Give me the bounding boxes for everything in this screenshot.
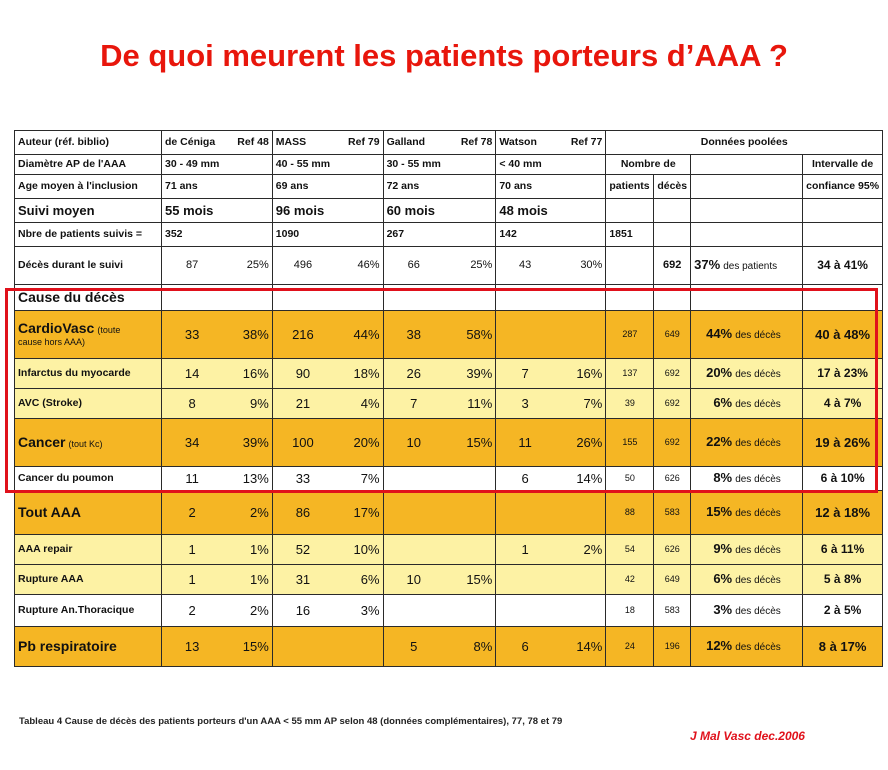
study-deaths: 216 (272, 311, 333, 359)
study-deaths (496, 595, 554, 627)
pooled-n: 88 (606, 491, 654, 535)
deaths-pct: 30% (554, 247, 606, 285)
study-deaths: 2 (162, 595, 223, 627)
cause-note: cause hors AAA) (18, 336, 86, 347)
pooled-n: 287 (606, 311, 654, 359)
cause-row (15, 535, 883, 565)
study-pct: 9% (222, 389, 272, 419)
journal-reference: J Mal Vasc dec.2006 (690, 729, 805, 743)
pooled-n: 42 (606, 565, 654, 595)
study-deaths: 1 (496, 535, 554, 565)
pooled-d: 196 (654, 627, 691, 667)
follow-up-value: 96 mois (272, 199, 333, 223)
empty-cell (222, 199, 272, 223)
cause-label: CardioVasc (18, 319, 95, 336)
empty-cell (333, 155, 383, 175)
pooled-n: 18 (606, 595, 654, 627)
study-deaths: 34 (162, 419, 223, 467)
study-deaths: 2 (162, 491, 223, 535)
study-pct: 38% (222, 311, 272, 359)
cause-label: AVC (Stroke) (18, 396, 82, 409)
pooled-d: 692 (654, 389, 691, 419)
follow-up-row (15, 199, 883, 223)
study-deaths: 33 (272, 467, 333, 491)
study-pct: 10% (333, 535, 383, 565)
study-deaths (496, 565, 554, 595)
empty-cell (691, 223, 803, 247)
pooled-pct-label: des décès (735, 474, 781, 486)
study-pct: 39% (444, 359, 496, 389)
cause-label: Tout AAA (18, 503, 81, 520)
empty-cell (333, 223, 383, 247)
pooled-d: 692 (654, 419, 691, 467)
pooled-header: Données poolées (606, 131, 883, 155)
pooled-d: 649 (654, 565, 691, 595)
study-deaths: 14 (162, 359, 223, 389)
pooled-pct-cell (691, 595, 803, 627)
study-deaths: 3 (496, 389, 554, 419)
patients-count-value: 1090 (272, 223, 333, 247)
pooled-pct: 22% (706, 434, 733, 450)
pooled-patients: 1851 (606, 223, 654, 247)
study-pct: 7% (333, 467, 383, 491)
study-pct: 44% (333, 311, 383, 359)
pooled-n: 24 (606, 627, 654, 667)
study-pct (554, 491, 606, 535)
age-value: 72 ans (383, 175, 444, 199)
study-pct: 58% (444, 311, 496, 359)
pooled-ci: 12 à 18% (803, 491, 883, 535)
study-ref: Ref 77 (554, 131, 606, 155)
cause-row (15, 565, 883, 595)
study-pct: 2% (554, 535, 606, 565)
study-pct: 11% (444, 389, 496, 419)
study-deaths: 7 (496, 359, 554, 389)
study-deaths: 1 (162, 565, 223, 595)
study-deaths: 8 (162, 389, 223, 419)
study-pct: 13% (222, 467, 272, 491)
study-ref: Ref 78 (444, 131, 496, 155)
empty-cell (803, 199, 883, 223)
study-deaths: 26 (383, 359, 444, 389)
study-pct: 7% (554, 389, 606, 419)
study-deaths: 13 (162, 627, 223, 667)
study-deaths (383, 535, 444, 565)
pooled-pct-label: des décès (735, 642, 781, 654)
study-deaths: 5 (383, 627, 444, 667)
pooled-ci: 34 à 41% (803, 247, 883, 285)
cause-note: (tout Kc) (68, 438, 103, 449)
study-pct: 1% (222, 535, 272, 565)
diameter-value: < 40 mm (496, 155, 554, 175)
empty-cell (554, 175, 606, 199)
deaths-count: 87 (162, 247, 223, 285)
pooled-pct-cell (691, 627, 803, 667)
deaths-count: 43 (496, 247, 554, 285)
intervalle-de: Intervalle de (803, 155, 883, 175)
cause-label: Rupture An.Thoracique (18, 603, 135, 616)
pooled-d: 626 (654, 467, 691, 491)
pooled-pct-label: des décès (735, 606, 781, 618)
patients-count-row (15, 223, 883, 247)
cause-label-cell (15, 565, 162, 595)
study-deaths: 86 (272, 491, 333, 535)
patients-count-value: 142 (496, 223, 554, 247)
study-pct: 14% (554, 627, 606, 667)
empty-cell (654, 199, 691, 223)
study-pct: 18% (333, 359, 383, 389)
age-row (15, 175, 883, 199)
pooled-pct-label: des décès (735, 399, 781, 411)
pooled-pct-cell (691, 535, 803, 565)
pooled-ci: 6 à 11% (803, 535, 883, 565)
cause-label: Rupture AAA (18, 572, 84, 585)
cause-header: Cause du décès (15, 285, 162, 311)
empty-cell (606, 247, 654, 285)
study-deaths: 52 (272, 535, 333, 565)
empty-cell (691, 199, 803, 223)
diameter-value: 30 - 55 mm (383, 155, 444, 175)
study-pct (554, 565, 606, 595)
empty-cell (554, 223, 606, 247)
deaths-count: 66 (383, 247, 444, 285)
pooled-pct-label: des décès (735, 330, 781, 342)
pooled-pct-label: des décès (735, 575, 781, 587)
study-ref: Ref 79 (333, 131, 383, 155)
study-pct: 15% (222, 627, 272, 667)
study-deaths: 10 (383, 419, 444, 467)
deaths-pct: 25% (222, 247, 272, 285)
pooled-pct: 15% (706, 504, 733, 520)
age-value: 69 ans (272, 175, 333, 199)
study-deaths: 33 (162, 311, 223, 359)
age-label: Age moyen à l'inclusion (15, 175, 162, 199)
empty-cell (554, 155, 606, 175)
study-deaths: 11 (496, 419, 554, 467)
empty-cell (444, 175, 496, 199)
study-deaths: 11 (162, 467, 223, 491)
cause-label: AAA repair (18, 542, 73, 555)
study-name: de Céniga (162, 131, 223, 155)
empty-cell (691, 175, 803, 199)
study-pct: 3% (333, 595, 383, 627)
study-deaths: 21 (272, 389, 333, 419)
pooled-n: 50 (606, 467, 654, 491)
study-deaths: 1 (162, 535, 223, 565)
study-pct: 20% (333, 419, 383, 467)
pooled-d: 649 (654, 311, 691, 359)
pooled-pct: 12% (706, 638, 733, 654)
empty-cell (691, 155, 803, 175)
nombre-de: Nombre de (606, 155, 691, 175)
study-pct (554, 595, 606, 627)
study-pct: 16% (222, 359, 272, 389)
cause-note: (toute (97, 324, 121, 335)
pooled-pct-label: des décès (735, 369, 781, 381)
pooled-pct: 3% (713, 602, 733, 618)
cause-label-cell (15, 595, 162, 627)
study-deaths (496, 491, 554, 535)
pooled-pct: 44% (706, 326, 733, 342)
pooled-ci: 17 à 23% (803, 359, 883, 389)
pooled-ci: 19 à 26% (803, 419, 883, 467)
pooled-pct-cell (691, 565, 803, 595)
empty-cell (222, 155, 272, 175)
study-deaths (383, 595, 444, 627)
empty-cell (606, 199, 654, 223)
page-title: De quoi meurent les patients porteurs d’AAA ? (100, 38, 788, 73)
study-pct (444, 595, 496, 627)
pooled-pct-label: des décès (735, 545, 781, 557)
pooled-pct-label: des décès (735, 508, 781, 520)
study-deaths: 7 (383, 389, 444, 419)
pooled-pct-label: des patients (723, 261, 778, 273)
study-deaths: 38 (383, 311, 444, 359)
age-value: 71 ans (162, 175, 223, 199)
pooled-d: 626 (654, 535, 691, 565)
cause-row (15, 595, 883, 627)
pooled-pct: 37% (694, 257, 721, 273)
study-deaths: 31 (272, 565, 333, 595)
cause-label-cell (15, 491, 162, 535)
confiance-label: confiance 95% (803, 175, 883, 199)
empty-cell (554, 199, 606, 223)
empty-cell (444, 155, 496, 175)
cause-row (15, 491, 883, 535)
patients-label: patients (606, 175, 654, 199)
pooled-pct-cell (691, 491, 803, 535)
study-name: Watson (496, 131, 554, 155)
empty-cell (803, 223, 883, 247)
deaths-count: 496 (272, 247, 333, 285)
deaths-label: Décès durant le suivi (15, 247, 162, 285)
pooled-pct-cell (691, 247, 803, 285)
study-pct: 15% (444, 565, 496, 595)
patients-count-label: Nbre de patients suivis = (15, 223, 162, 247)
empty-cell (444, 199, 496, 223)
study-pct: 6% (333, 565, 383, 595)
pooled-ci: 4 à 7% (803, 389, 883, 419)
study-deaths: 6 (496, 627, 554, 667)
empty-cell (222, 175, 272, 199)
pooled-pct: 20% (706, 365, 733, 381)
study-ref: Ref 48 (222, 131, 272, 155)
pooled-d: 583 (654, 595, 691, 627)
study-pct: 26% (554, 419, 606, 467)
table-caption: Tableau 4 Cause de décès des patients porteurs d'un AAA < 55 mm AP selon 48 (données complémentaires), 77, 78 et 79 (19, 716, 563, 727)
study-deaths: 6 (496, 467, 554, 491)
study-pct (444, 491, 496, 535)
cause-label: Pb respiratoire (18, 637, 117, 654)
study-pct (333, 627, 383, 667)
deaths-pct: 25% (444, 247, 496, 285)
highlight-box (5, 288, 878, 493)
empty-cell (444, 223, 496, 247)
deaths-row (15, 247, 883, 285)
study-pct: 17% (333, 491, 383, 535)
empty-cell (222, 223, 272, 247)
study-pct: 4% (333, 389, 383, 419)
study-pct: 14% (554, 467, 606, 491)
pooled-deaths: 692 (654, 247, 691, 285)
cause-label-cell (15, 627, 162, 667)
study-deaths: 100 (272, 419, 333, 467)
study-deaths (383, 491, 444, 535)
study-pct: 2% (222, 595, 272, 627)
header-row (15, 131, 883, 155)
cause-label: Cancer (18, 433, 66, 450)
study-name: Galland (383, 131, 444, 155)
study-pct: 2% (222, 491, 272, 535)
study-pct: 16% (554, 359, 606, 389)
pooled-n: 155 (606, 419, 654, 467)
pooled-ci: 5 à 8% (803, 565, 883, 595)
pooled-d: 583 (654, 491, 691, 535)
author-header: Auteur (réf. biblio) (15, 131, 162, 155)
pooled-ci: 8 à 17% (803, 627, 883, 667)
study-name: MASS (272, 131, 333, 155)
study-pct: 15% (444, 419, 496, 467)
patients-count-value: 267 (383, 223, 444, 247)
study-pct: 39% (222, 419, 272, 467)
pooled-pct: 9% (713, 541, 733, 557)
study-deaths: 16 (272, 595, 333, 627)
pooled-ci: 40 à 48% (803, 311, 883, 359)
diameter-value: 40 - 55 mm (272, 155, 333, 175)
deces-label: décès (654, 175, 691, 199)
patients-count-value: 352 (162, 223, 223, 247)
diameter-label: Diamètre AP de l'AAA (15, 155, 162, 175)
cause-label: Cancer du poumon (18, 471, 114, 484)
cause-label-cell (15, 535, 162, 565)
pooled-ci: 6 à 10% (803, 467, 883, 491)
pooled-ci: 2 à 5% (803, 595, 883, 627)
pooled-n: 54 (606, 535, 654, 565)
deaths-pct: 46% (333, 247, 383, 285)
pooled-d: 692 (654, 359, 691, 389)
pooled-pct-label: des décès (735, 438, 781, 450)
pooled-n: 39 (606, 389, 654, 419)
study-pct: 8% (444, 627, 496, 667)
pooled-pct: 6% (713, 395, 733, 411)
follow-up-label: Suivi moyen (15, 199, 162, 223)
study-pct: 1% (222, 565, 272, 595)
study-deaths: 90 (272, 359, 333, 389)
pooled-n: 137 (606, 359, 654, 389)
pooled-pct: 8% (713, 470, 733, 486)
study-pct (444, 535, 496, 565)
empty-cell (333, 175, 383, 199)
pooled-pct: 6% (713, 571, 733, 587)
study-deaths: 10 (383, 565, 444, 595)
cause-row (15, 627, 883, 667)
study-deaths (272, 627, 333, 667)
age-value: 70 ans (496, 175, 554, 199)
diameter-value: 30 - 49 mm (162, 155, 223, 175)
cause-label: Infarctus du myocarde (18, 366, 131, 379)
empty-cell (333, 199, 383, 223)
follow-up-value: 60 mois (383, 199, 444, 223)
empty-cell (654, 223, 691, 247)
diameter-row (15, 155, 883, 175)
follow-up-value: 55 mois (162, 199, 223, 223)
follow-up-value: 48 mois (496, 199, 554, 223)
